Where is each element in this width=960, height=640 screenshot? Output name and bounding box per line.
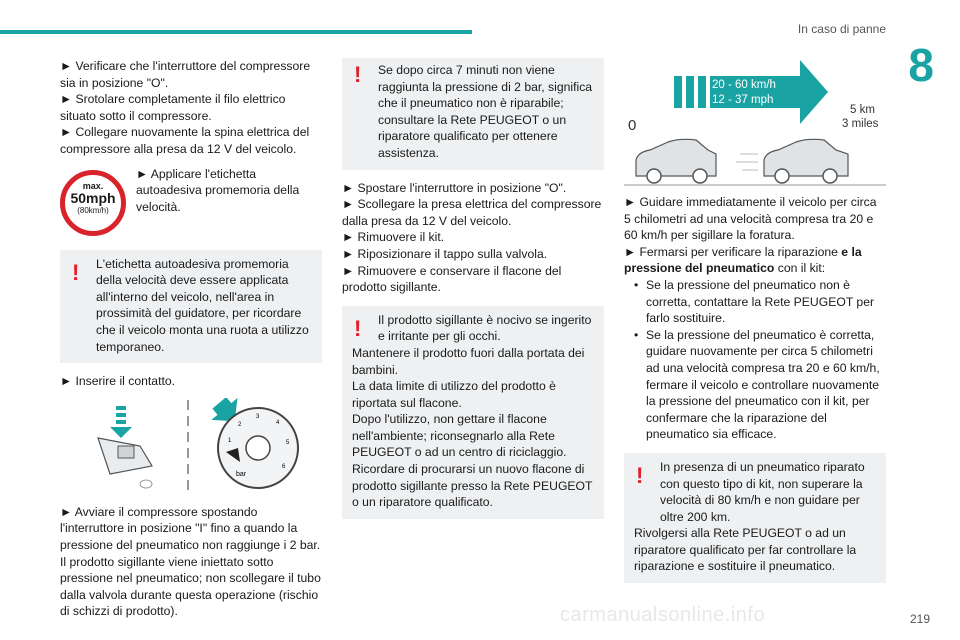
instruction: ► Riposizionare il tappo sulla valvola. [342,246,548,261]
page-number: 219 [909,612,930,626]
svg-text:bar: bar [236,470,247,478]
chapter-number: 8 [908,39,934,91]
instruction: ► Srotolare completamente il filo elettrico situato sotto il compressore. [60,92,286,123]
header-accent-bar [0,30,472,34]
svg-text:4: 4 [276,419,280,426]
warning-box: ! L'etichetta autoadesiva promemoria della velocità deve essere applicata all'interno del veicolo, nell'area in prossimità del guidatore, per ricordare che il veicolo monta una ruota a utilizzo temporaneo. [60,250,322,364]
warning-box: ! Se dopo circa 7 minuti non viene raggiunta la pressione di 2 bar, significa che il pneumatico non è riparabile; consultare la Rete PEUGEOT o un riparatore qualificato per ottenere assistenza. [342,58,604,170]
instruction: ► Verificare che l'interruttore del compressore sia in posizione "O". [60,59,311,90]
list-item: • Se la pressione del pneumatico è corretta, guidare nuovamente per circa 5 chilometri ad una velocità compresa tra 20 e 60 km/h, fermare il veicolo e controllare nuovamente la pressione del pneumatico con il kit, per confermare che la riparazione del pneumatico sia efficace. [646,327,886,443]
instruction: ► Inserire il contatto. [60,374,176,389]
section-title: In caso di panne [797,22,886,36]
instruction: ► Spostare l'interruttore in posizione "O". [342,180,567,195]
pressure-gauge-icon [206,398,298,488]
compressor-illustration [60,398,322,498]
svg-text:6: 6 [282,463,286,470]
car-icon [636,139,716,183]
instruction: ► Collegare nuovamente la spina elettrica del compressore alla presa da 12 V del veicolo. [60,125,310,156]
drive-illustration [624,58,886,186]
svg-text:3: 3 [256,413,260,420]
column-1 [60,58,322,620]
warning-icon: ! [354,315,362,341]
switch-icon [98,438,152,488]
svg-text:5: 5 [286,439,290,446]
speed-arrow-icon [674,60,828,124]
list-item: • Se la pressione del pneumatico non è corretta, contattare la Rete PEUGEOT per farlo sostituire. [646,277,886,327]
speed-sticker-icon: max. 50mph (80km/h) [60,170,126,236]
column-2 [342,58,604,519]
car-icon [736,139,848,183]
instruction: ► Avviare il compressore spostando l'interruttore in posizione "I" fino a quando la pressione del pneumatico non raggiunge i 2 bar. Il prodotto sigillante viene iniettato sotto pressione nel pneumatico; non scollegare il tubo dalla valvola durante questa operazione (rischio di schizzi di prodotto). [60,504,321,619]
svg-text:3 miles: 3 miles [842,118,879,130]
instruction: ► Rimuovere il kit. [342,230,445,245]
instruction: ► Rimuovere e conservare il flacone del prodotto sigillante. [342,263,562,295]
svg-text:5 km: 5 km [850,104,875,116]
down-arrow-icon [110,406,132,438]
column-3 [624,58,886,583]
instruction: ► Guidare immediatamente il veicolo per circa 5 chilometri ad una velocità compresa tra 20 e 60 km/h per sigillare la foratura. [624,195,877,243]
watermark: carmanualsonline.info [560,604,766,626]
instruction: ► Fermarsi per verificare la riparazione e la pressione del pneumatico con il kit: [624,244,862,276]
svg-text:1: 1 [228,437,232,444]
instruction: ► Scollegare la presa elettrica del compressore dalla presa da 12 V del veicolo. [342,197,602,228]
svg-text:2: 2 [238,421,242,428]
warning-icon: ! [72,259,80,285]
warning-box: ! Il prodotto sigillante è nocivo se ingerito e irritante per gli occhi. Mantenere il prodotto fuori dalla portata dei bambini. La data limite di utilizzo del prodotto è riportata sul flacone. Dopo l'utilizzo, non gettare il flacone nell'ambiente; riconsegnarlo alla Rete PEUGEOT o ad un centro di riciclaggio. Ricordare di procurarsi un nuovo flacone di prodotto sigillante presso la Rete PEUGEOT o un riparatore qualificato. [342,306,604,519]
warning-icon: ! [354,62,362,87]
warning-box: ! In presenza di un pneumatico riparato con questo tipo di kit, non superare la velocità di 80 km/h e non guidare per oltre 200 km. Rivolgersi alla Rete PEUGEOT o ad un riparatore qualificato per far controllare la riparazione e sostituire il pneumatico. [624,453,886,583]
svg-text:20 - 60 km/h: 20 - 60 km/h [712,79,776,91]
warning-icon: ! [636,462,644,488]
svg-text:12 - 37 mph: 12 - 37 mph [712,94,774,106]
svg-text:0: 0 [628,117,637,134]
bullet-list [624,277,886,443]
sticker-instruction: ► Applicare l'etichetta autoadesiva promemoria della velocità. [136,166,300,214]
